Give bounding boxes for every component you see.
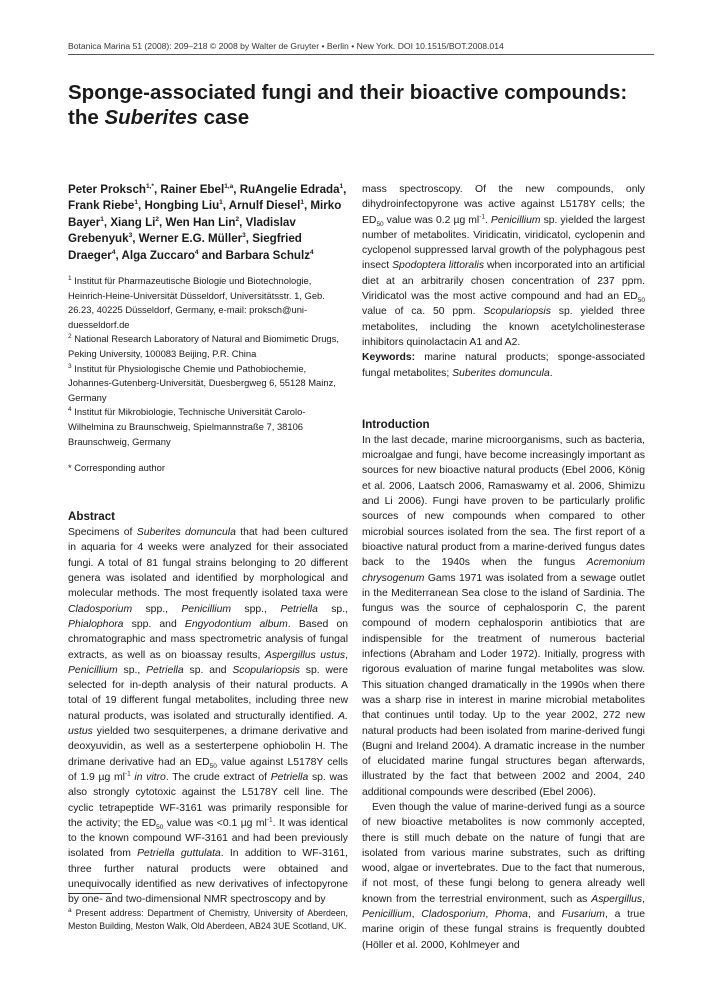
author-name: Rainer Ebel (160, 183, 225, 196)
affiliations (68, 274, 348, 449)
running-head: Botanica Marina 51 (2008): 209–218 © 2008 by Walter de Gruyter • Berlin • New York. DOI 10.1515/BOT.2008.014 (68, 41, 654, 55)
footnote-rule (68, 893, 112, 894)
title-line-1: Sponge-associated fungi and their bioactive compounds: (68, 81, 628, 104)
introduction-paragraph-2: Even though the value of marine-derived fungi as a source of new bioactive metabolites is now commonly accepted, there is still much debate on the nature of fungi that are isolated from various marine substrates, such as drifting wood, algae or invertebrates. Due to the fact that numerous, if not most, of these fungi belong to genera already well known from the terrestrial environment, such as Aspergillus, Penicillium, Cladosporium, Phoma, and Fusarium, a true marine origin of these fungal strains is frequently doubted (Höller et al. 2000, Kohlmeyer and (362, 801, 645, 951)
author-name: Vladislav Grebenyuk (68, 215, 296, 246)
author-name: Frank Riebe (68, 199, 135, 213)
author-name: Xiang Li (110, 215, 156, 229)
abstract-text-continued: mass spectroscopy. Of the new compounds, only dihydroinfectopyrone was active against L5178Y cells; the $ED_{50}$ value was 0.2 µg $ml^{-1}$. Penicillium sp. yielded the largest number of metabolites. Viridicatin, viridicatol, cyclopenin and cyclopenol suppressed larval growth of the polyphagous pest insect Spodoptera littoralis when incorporated into an artificial diet at an arbitrarily chosen concentration of 237 ppm. Viridicatol was the most active compound and had an $ED_{50}$ value of ca. 50 ppm. Scopulariopsis sp. yielded three metabolites, including the known acetylcholinesterase inhibitors quinolactacin A1 and A2. (362, 184, 646, 348)
abstract-text: Specimens of Suberites domuncula that had been cultured in aquaria for 4 weeks were analyzed for their associated fungi. A total of 81 fungal strains belonging to 20 different genera was isolated and identified by morphological and molecular methods. The most frequently isolated taxa were Cladosporium spp., Penicillium spp., Petriella sp., Phialophora spp. and Engyodontium album. Based on chromatographic and mass spectrometric analysis of fungal extracts, as well as on bioassay results, Aspergillus ustus, Penicillium sp., Petriella sp. and Scopulariopsis sp. were selected for in-depth analysis of their natural products. A total of 19 different fungal metabolites, including three new natural products, was isolated and structurally identified. A. ustus yielded two sesquiterpenes, a drimane derivative and deoxyuvidin, as well as a sesterterpene ophiobolin H. The drimane derivative had an $ED_{50}$ value against L5178Y cells of 1.9 µg $ml^{-1}$ in vitro. The crude extract of Petriella sp. was also strongly cytotoxic against the L5178Y cell line. The cyclic tetrapeptide WF-3161 was primarily responsible for the activity; the $ED_{50}$ value was <0.1 µg $ml^{-1}$. It was identical to the known compound WF-3161 and had been previously isolated from Petriella guttulata. In addition to WF-3161, three further natural products were obtained and unequivocally identified as new derivatives of infectopyrone by one- and two-dimensional NMR spectroscopy and by (68, 527, 349, 906)
title-line-2-end: case (197, 106, 250, 129)
footnote: $^a$ Present address: Department of Chemistry, University of Aberdeen, Meston Building, Meston Walk, Old Aberdeen, AB24 3UE Scotland, UK. (68, 906, 348, 931)
affiliation-3: $^3$ Institut für Physiologische Chemie und Pathobiochemie, Johannes-Gutenberg-Universität, Duesbergweg 6, 55128 Mainz, Germany (68, 362, 336, 403)
author-name: Wen Han Lin (165, 215, 236, 229)
article-title (68, 80, 658, 130)
affiliation-4: $^4$ Institut für Mikrobiologie, Technische Universität Carolo-Wilhelmina zu Braunschweig, Spielmannstraße 7, 38106 Braunschweig, Germany (68, 406, 306, 447)
affiliation-2: $^2$ National Research Laboratory of Natural and Biomimetic Drugs, Peking University, 100083 Beijing, P.R. China (68, 333, 339, 359)
author-name: Siegfried Draeger (68, 232, 302, 262)
affiliation-1: $^1$ Institut für Pharmazeutische Biologie und Biotechnologie, Heinrich-Heine-Universität Düsseldorf, Universitätsstr. 1, Geb. 26.23, 40225 Düsseldorf, Germany, e-mail: proksch@uni-duesseldorf.de (68, 274, 325, 330)
introduction-paragraph-1: In the last decade, marine microorganisms, such as bacteria, microalgae and fungi, have become increasingly important as sources for new bioactive natural products (Ebel 2006, König et al. 2006, Laatsch 2006, Ramaswamy et al. 2006, Shimizu and Li 2006). Fungi have proven to be particularly prolific sources of new compounds when compared to other microbial sources isolated from the sea. The first report of a bioactive natural product from a marine-derived fungus dates back to the 1940s when the fungus Acremonium chrysogenum Gams 1971 was isolated from a sewage outlet in the Mediterranean Sea close to the island of Sardinia. The fungus was the source of cephalosporin C, the parent compound of modern cephalosporin antibiotics that are indispensible for the treatment of numerous bacterial infections (Abraham and Loder 1972). Initially, progress with rigorous evaluation of marine fungal metabolites was slow. This situation changed dramatically in the 1990s when there was a sharp rise in interest in marine microbial metabolites that continues until today. Up to the year 2002, 272 new natural products had been isolated from marine-derived fungi (Bugni and Ireland 2004). A dramatic increase in the number of elucidated marine fungal structures began afterwards, illustrated by the fact that between 2002 and 2004, 240 additional compounds were described (Ebel 2006). (362, 434, 645, 798)
left-column (68, 182, 348, 908)
keywords-label: Keywords: (362, 352, 416, 364)
author-name: Mirko Bayer (68, 199, 342, 229)
author-name: Barbara Schulz (225, 248, 311, 262)
right-column (362, 182, 645, 953)
author-name: RuAngelie Edrada (239, 183, 340, 196)
author-name: Arnulf Diesel (228, 199, 301, 213)
author-name: Peter Proksch (68, 183, 146, 196)
abstract-heading: Abstract (68, 510, 116, 524)
introduction-heading: Introduction (362, 417, 430, 431)
author-name: Hongbing Liu (144, 199, 220, 213)
keywords: Keywords: marine natural products; sponge-associated fungal metabolites; Suberites domuncula. (362, 352, 645, 379)
author-name: Werner E.G. Müller (138, 232, 243, 246)
title-line-2: the (68, 106, 105, 129)
author-name: Alga Zuccaro (121, 248, 195, 262)
corresponding-author-note: * Corresponding author (68, 462, 165, 474)
author-list: Peter Proksch$^{1,*}$, Rainer Ebel$^{1,a}$, RuAngelie Edrada$^1$, Frank Riebe$^1$, Hongbing Liu$^1$, Arnulf Diesel$^1$, Mirko Bayer$^1$, Xiang Li$^2$, Wen Han Lin$^2$, Vladislav Grebenyuk$^3$, Werner E.G. Müller$^3$, Siegfried Draeger$^4$, Alga Zuccaro$^4$ and Barbara Schulz$^4$ (68, 183, 347, 262)
title-italic-genus: Suberites (104, 106, 198, 129)
